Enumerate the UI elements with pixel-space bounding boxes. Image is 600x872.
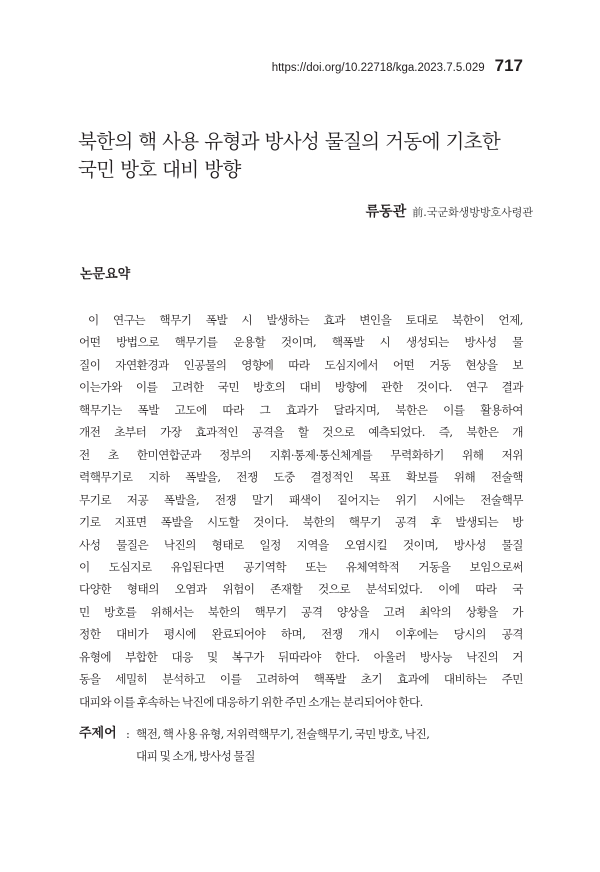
- abstract-line: 민 방호를 위해서는 북한의 핵무기 공격 양상을 고려 최악의 상황을 가: [79, 604, 523, 619]
- abstract-line: 핵무기는 폭발 고도에 따라 그 효과가 달라지며, 북한은 이를 활용하여: [79, 402, 523, 417]
- abstract-line: 이 도심지로 유입된다면 공기역학 또는 유체역학적 거동을 보임으로써: [79, 559, 523, 574]
- abstract-line: 이는가와 이를 고려한 국민 방호의 대비 방향에 관한 것이다. 연구 결과: [79, 380, 523, 395]
- paper-title: [78, 128, 538, 184]
- keywords-list: [136, 723, 523, 767]
- title-line-2: 국민 방호 대비 방향: [78, 158, 241, 181]
- abstract-line: 개전 초부터 가장 효과적인 공격을 할 것으로 예측되었다. 즉, 북한은 개: [79, 425, 523, 440]
- keywords-line-1: 핵전, 핵 사용 유형, 저위력핵무기, 전술핵무기, 국민 방호, 낙진,: [136, 727, 430, 741]
- abstract-line: 어떤 방법으로 핵무기를 운용할 것이며, 핵폭발 시 생성되는 방사성 물: [79, 335, 523, 350]
- author-name: 류동관: [365, 204, 407, 220]
- abstract-body: [79, 309, 523, 713]
- page-header: [272, 56, 523, 76]
- author-line: [366, 201, 533, 221]
- author-affiliation: 前.국군화생방방호사령관: [412, 206, 533, 219]
- abstract-line: 동을 세밀히 분석하고 이를 고려하여 핵폭발 초기 효과에 대비하는 주민: [79, 672, 523, 687]
- abstract-line: 기로 지표면 폭발을 시도할 것이다. 북한의 핵무기 공격 후 발생되는 방: [79, 515, 523, 530]
- title-line-1: 북한의 핵 사용 유형과 방사성 물질의 거동에 기초한: [78, 130, 501, 153]
- abstract-line: 이 연구는 핵무기 폭발 시 발생하는 효과 변인을 토대로 북한이 언제,: [88, 313, 523, 327]
- doi-link[interactable]: https://doi.org/10.22718/kga.2023.7.5.029: [271, 62, 485, 74]
- page-number: 717: [494, 56, 523, 75]
- keywords-label: 주제어: [79, 726, 117, 741]
- abstract-line: 력핵무기로 지하 폭발을, 전쟁 도중 결정적인 목표 확보를 위해 전술핵: [79, 470, 523, 485]
- abstract-line: 전 초 한미연합군과 정부의 지휘·통제·통신체계를 무력화하기 위해 저위: [79, 447, 523, 462]
- abstract-heading: 논문요약: [80, 267, 131, 282]
- abstract-line: 정한 대비가 평시에 완료되어야 하며, 전쟁 개시 이후에는 당시의 공격: [79, 627, 523, 642]
- abstract-line: 질이 자연환경과 인공물의 영향에 따라 도심지에서 어떤 거동 현상을 보: [79, 357, 523, 372]
- abstract-line: 유형에 부합한 대응 및 복구가 뒤따라야 한다. 아울러 방사능 낙진의 거: [79, 649, 523, 664]
- abstract-line: 다양한 형태의 오염과 위험이 존재할 것으로 분석되었다. 이에 따라 국: [79, 582, 523, 597]
- keywords-colon: :: [126, 727, 130, 741]
- abstract-line: 사성 물질은 낙진의 형태로 일정 지역을 오염시킬 것이며, 방사성 물질: [79, 537, 523, 552]
- abstract-line: 대피와 이를 후속하는 낙진에 대응하기 위한 주민 소개는 분리되어야 한다.: [79, 694, 423, 709]
- keywords-section: [79, 723, 523, 767]
- keywords-line-2: 대피 및 소개, 방사성 물질: [136, 749, 255, 763]
- abstract-line: 무기로 저공 폭발을, 전쟁 말기 패색이 짙어지는 위기 시에는 전술핵무: [79, 492, 523, 507]
